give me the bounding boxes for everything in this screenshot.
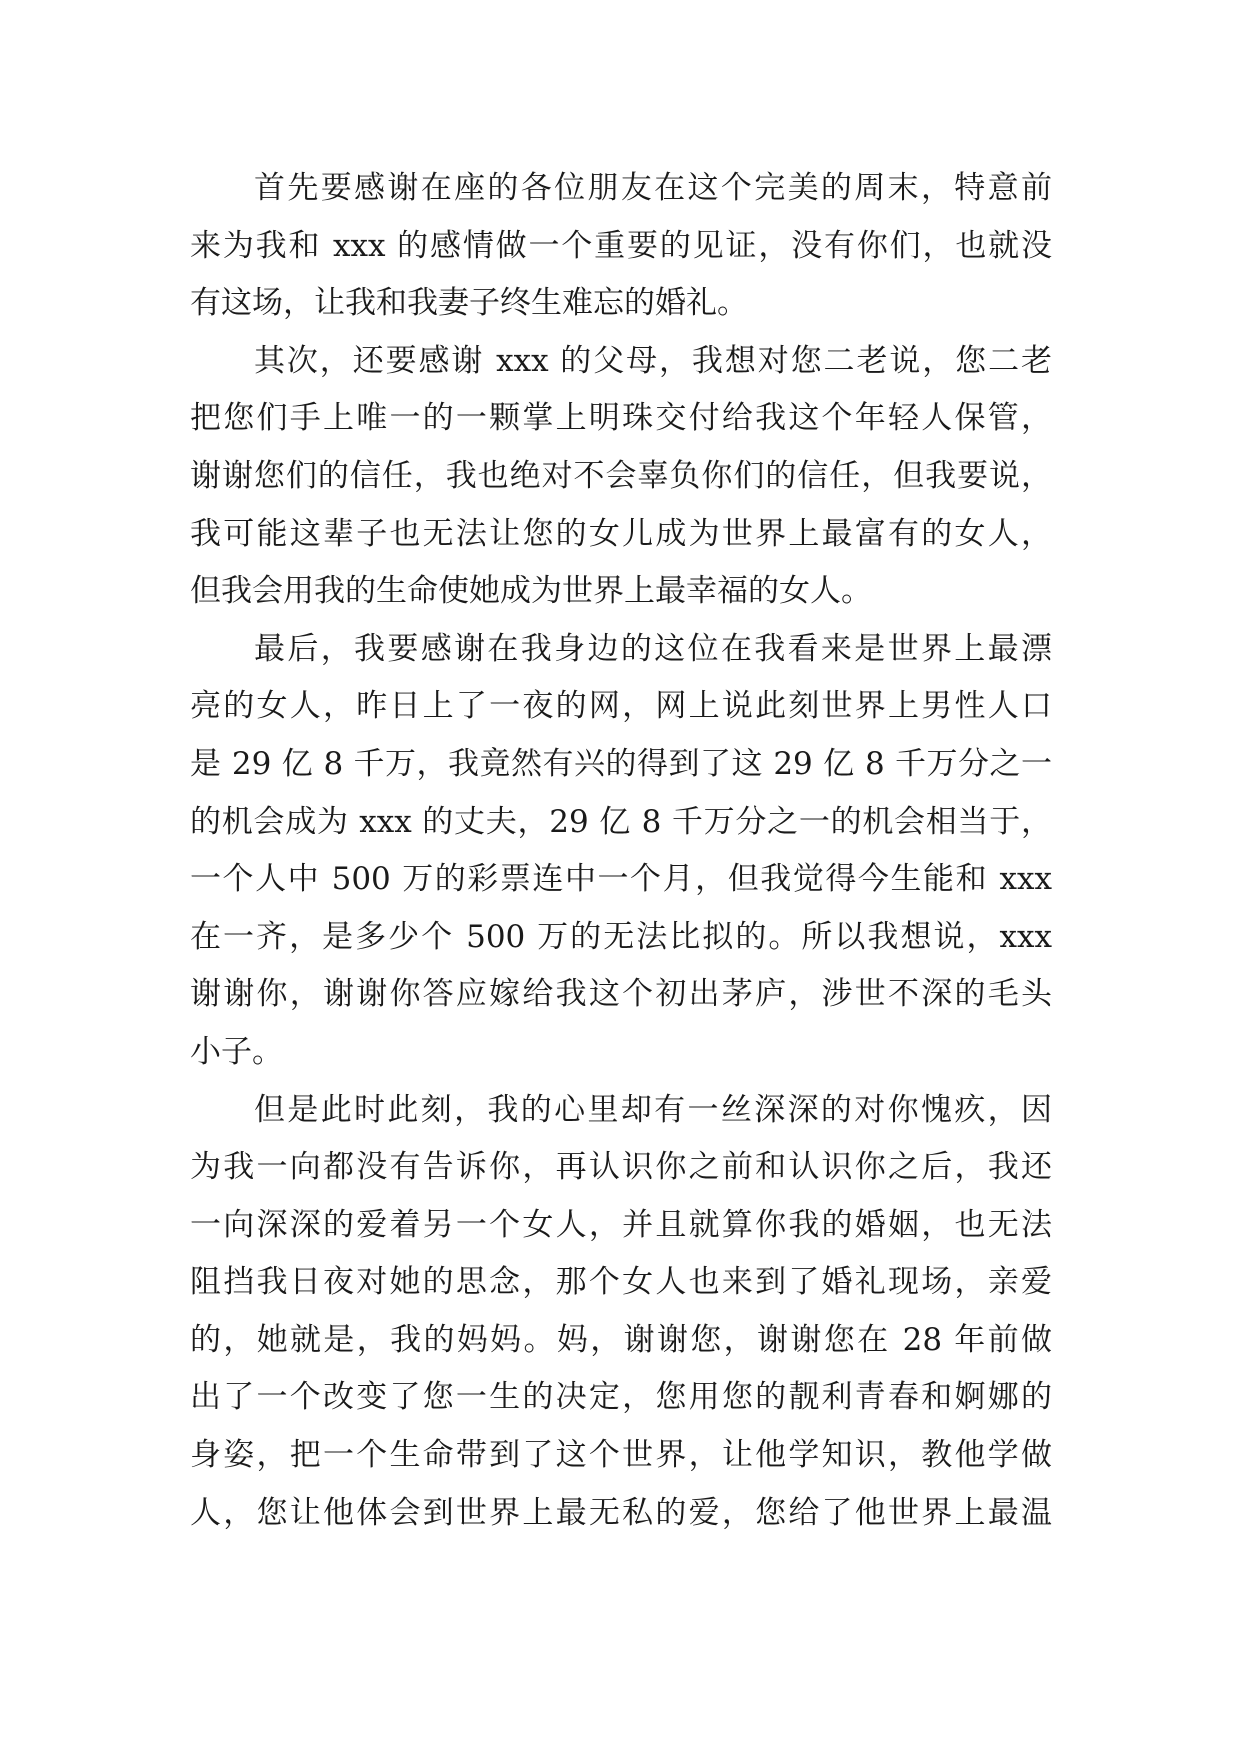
text-line: 把您们手上唯一的一颗掌上明珠交付给我这个年轻人保管， [190,400,1052,437]
text-line: 谢谢您们的信任，我也绝对不会辜负你们的信任，但我要说， [190,457,1052,494]
document-body [190,160,1052,1542]
text-line: 是 29 亿 8 千万，我竟然有兴的得到了这 29 亿 8 千万分之一 [190,745,1052,782]
text-line: 阻挡我日夜对她的思念，那个女人也来到了婚礼现场，亲爱 [190,1264,1052,1301]
text-line: 一向深深的爱着另一个女人，并且就算你我的婚姻，也无法 [190,1206,1052,1243]
text-line: 但是此时此刻，我的心里却有一丝深深的对你愧疚，因 [254,1091,1052,1128]
text-line: 谢谢你，谢谢你答应嫁给我这个初出茅庐，涉世不深的毛头 [190,976,1052,1013]
text-line: 但我会用我的生命使她成为世界上最幸福的女人。 [190,573,872,610]
text-line: 出了一个改变了您一生的决定，您用您的靓利青春和婀娜的 [190,1379,1052,1416]
text-line: 的，她就是，我的妈妈。妈，谢谢您，谢谢您在 28 年前做 [190,1321,1052,1358]
text-line: 在一齐，是多少个 500 万的无法比拟的。所以我想说，xxx [190,918,1052,955]
paragraph-thanks-friends [190,160,1052,333]
text-line: 亮的女人，昨日上了一夜的网，网上说此刻世界上男性人口 [190,688,1052,725]
text-line: 有这场，让我和我妻子终生难忘的婚礼。 [190,285,748,322]
text-line: 为我一向都没有告诉你，再认识你之前和认识你之后，我还 [190,1149,1052,1186]
text-line: 首先要感谢在座的各位朋友在这个完美的周末，特意前 [254,170,1052,206]
text-line: 最后，我要感谢在我身边的这位在我看来是世界上最漂 [254,630,1052,667]
paragraph-thanks-mother [190,1082,1052,1543]
text-line: 身姿，把一个生命带到了这个世界，让他学知识，教他学做 [190,1437,1052,1474]
text-line: 人，您让他体会到世界上最无私的爱，您给了他世界上最温 [190,1494,1052,1531]
text-line: 一个人中 500 万的彩票连中一个月，但我觉得今生能和 xxx [190,861,1052,898]
text-line: 小子。 [190,1033,283,1070]
text-line: 来为我和 xxx 的感情做一个重要的见证，没有你们，也就没 [190,227,1052,264]
paragraph-thanks-parents [190,333,1052,621]
text-line: 的机会成为 xxx 的丈夫，29 亿 8 千万分之一的机会相当于， [190,803,1052,840]
text-line: 其次，还要感谢 xxx 的父母，我想对您二老说，您二老 [254,342,1052,379]
text-line: 我可能这辈子也无法让您的女儿成为世界上最富有的女人， [190,515,1052,552]
paragraph-thanks-wife [190,621,1052,1082]
